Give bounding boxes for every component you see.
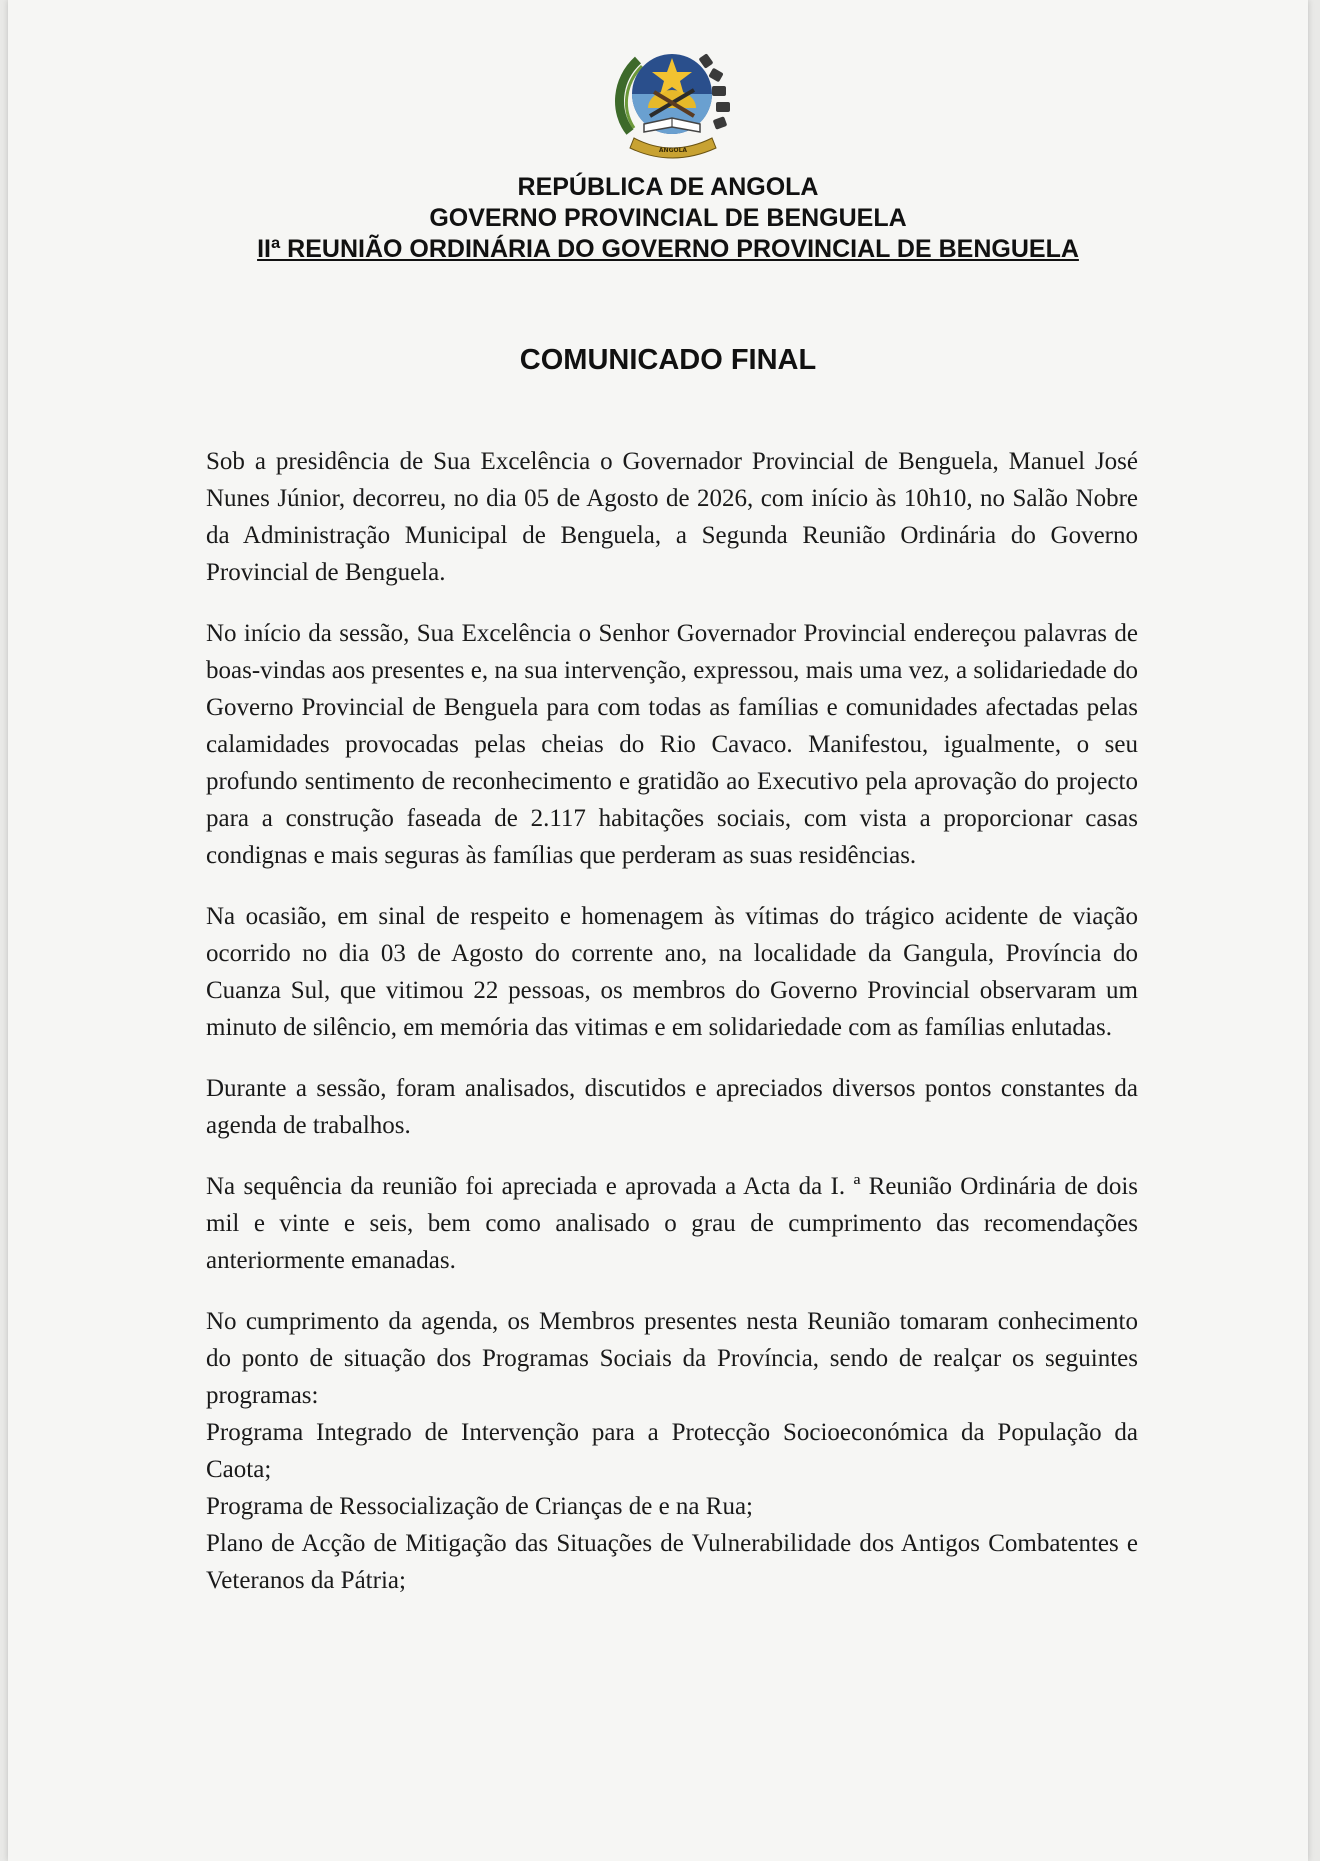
- header-meeting: IIª REUNIÃO ORDINÁRIA DO GOVERNO PROVINCIAL DE BENGUELA: [257, 235, 1079, 263]
- paragraph: No cumprimento da agenda, os Membros presentes nesta Reunião tomaram conhecimento do ponto de situação dos Programas Sociais da Província, sendo de realçar os seguintes programas:: [206, 1308, 1138, 1409]
- emblem-ribbon-text: ANGOLA: [658, 147, 688, 154]
- program-item: Programa de Ressocialização de Crianças de e na Rua;: [206, 1493, 753, 1520]
- document-body: [206, 443, 1138, 1599]
- angola-coat-of-arms-icon: [604, 42, 744, 160]
- program-item: Programa Integrado de Intervenção para a Protecção Socioeconómica da População da Caota;: [206, 1419, 1138, 1483]
- document-page: [8, 0, 1308, 1861]
- paragraph: Sob a presidência de Sua Excelência o Governador Provincial de Benguela, Manuel José Nunes Júnior, decorreu, no dia 05 de Agosto de 2026, com início às 10h10, no Salão Nobre da Administração Municipal de Benguela, a Segunda Reunião Ordinária do Governo Provincial de Benguela.: [206, 448, 1138, 586]
- paragraph: No início da sessão, Sua Excelência o Senhor Governador Provincial endereçou palavras de boas-vindas aos presentes e, na sua intervenção, expressou, mais uma vez, a solidariedade do Governo Provincial de Benguela para com todas as famílias e comunidades afectadas pelas calamidades provocadas pelas cheias do Rio Cavaco. Manifestou, igualmente, o seu profundo sentimento de reconhecimento e gratidão ao Executivo pela aprovação do projecto para a construção faseada de 2.117 habitações sociais, com vista a proporcionar casas condignas e mais seguras às famílias que perderam as suas residências.: [206, 620, 1138, 869]
- header-government: GOVERNO PROVINCIAL DE BENGUELA: [429, 204, 907, 232]
- header-country: REPÚBLICA DE ANGOLA: [517, 173, 819, 201]
- program-item: Plano de Acção de Mitigação das Situações de Vulnerabilidade dos Antigos Combatentes e Veteranos da Pátria;: [206, 1530, 1138, 1594]
- paragraph: Na sequência da reunião foi apreciada e aprovada a Acta da I. ª Reunião Ordinária de dois mil e vinte e seis, bem como analisado o grau de cumprimento das recomendações anteriormente emanadas.: [206, 1173, 1138, 1274]
- document-header: [8, 172, 1320, 265]
- document-title: COMUNICADO FINAL: [519, 344, 817, 376]
- paragraph: Durante a sessão, foram analisados, discutidos e apreciados diversos pontos constantes da agenda de trabalhos.: [206, 1075, 1138, 1139]
- programs-list: [206, 1414, 1138, 1599]
- paragraph: Na ocasião, em sinal de respeito e homenagem às vítimas do trágico acidente de viação ocorrido no dia 03 de Agosto do corrente ano, na localidade da Gangula, Província do Cuanza Sul, que vitimou 22 pessoas, os membros do Governo Provincial observaram um minuto de silêncio, em memória das vitimas e em solidariedade com as famílias enlutadas.: [206, 903, 1138, 1041]
